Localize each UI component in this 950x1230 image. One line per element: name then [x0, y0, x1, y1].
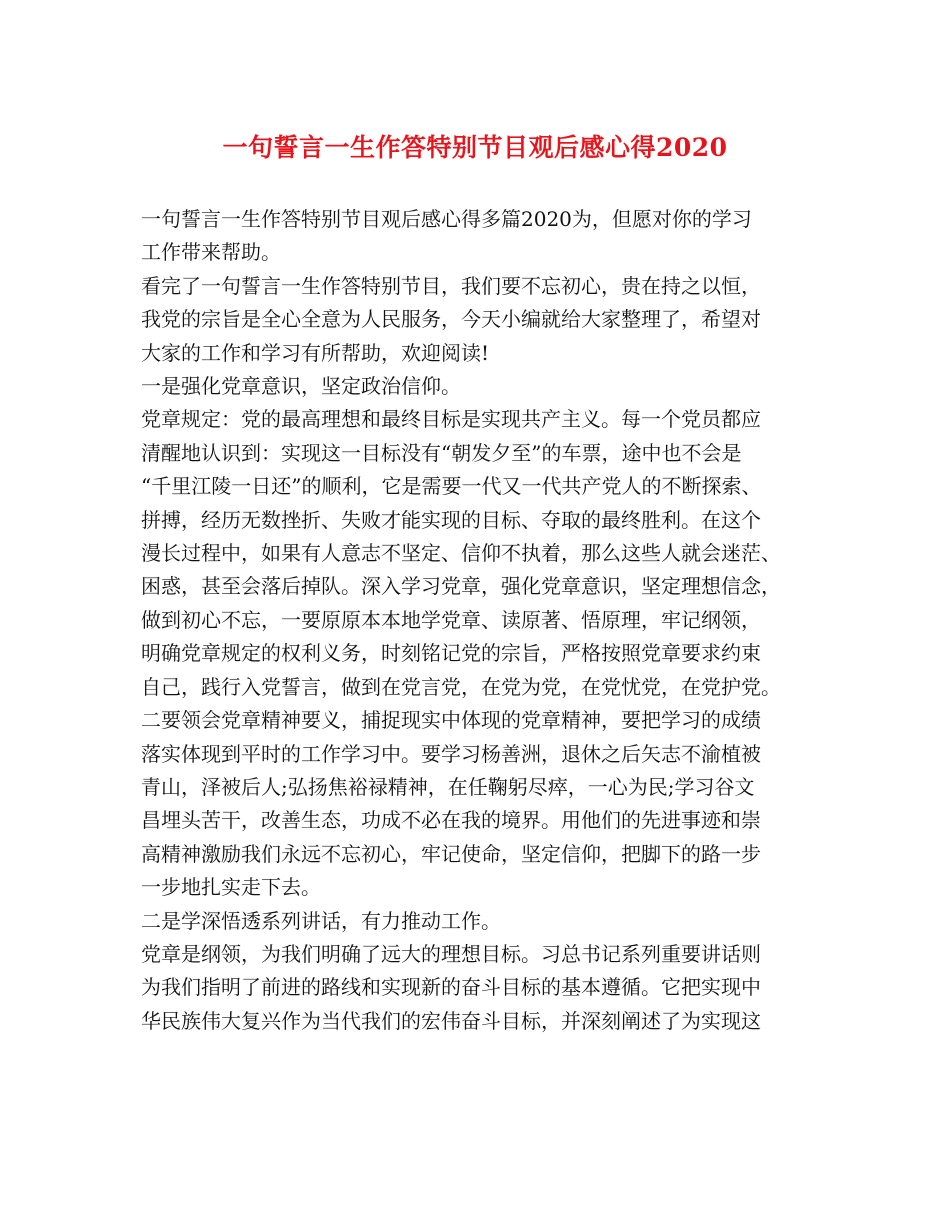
body-line: 华民族伟大复兴作为当代我们的宏伟奋斗目标，并深刻阐述了为实现这 [141, 1008, 761, 1033]
body-line: 看完了一句誓言一生作答特别节目，我们要不忘初心，贵在持之以恒， [141, 273, 761, 298]
body-line: 自己，践行入党誓言，做到在党言党，在党为党，在党忧党，在党护党。 [141, 674, 781, 699]
body-line: 落实体现到平时的工作学习中。要学习杨善洲，退休之后矢志不渝植被 [141, 741, 761, 766]
body-line: 我党的宗旨是全心全意为人民服务，今天小编就给大家整理了，希望对 [141, 307, 761, 332]
body-line: 为我们指明了前进的路线和实现新的奋斗目标的基本遵循。它把实现中 [141, 975, 761, 1000]
body-line: “千里江陵一日还”的顺利，它是需要一代又一代共产党人的不断探索、 [141, 474, 762, 499]
body-line: 二是学深悟透系列讲话，有力推动工作。 [141, 908, 501, 933]
body-line: 拼搏，经历无数挫折、失败才能实现的目标、夺取的最终胜利。在这个 [141, 507, 761, 532]
body-line: 漫长过程中，如果有人意志不坚定、信仰不执着，那么这些人就会迷茫、 [141, 541, 781, 566]
page-title: 一句誓言一生作答特别节目观后感心得2020 [222, 133, 728, 162]
body-line: 一是强化党章意识，坚定政治信仰。 [141, 374, 461, 399]
body-line: 一步地扎实走下去。 [141, 875, 321, 900]
body-line: 青山，泽被后人;弘扬焦裕禄精神，在任鞠躬尽瘁，一心为民;学习谷文 [141, 774, 755, 799]
body-line: 二要领会党章精神要义，捕捉现实中体现的党章精神，要把学习的成绩 [141, 708, 761, 733]
body-line: 困惑，甚至会落后掉队。深入学习党章，强化党章意识，坚定理想信念， [141, 574, 781, 599]
body-line: 工作带来帮助。 [141, 240, 281, 265]
body-line: 党章规定：党的最高理想和最终目标是实现共产主义。每一个党员都应 [141, 407, 761, 432]
body-line: 高精神激励我们永远不忘初心，牢记使命，坚定信仰，把脚下的路一步 [141, 841, 761, 866]
body-line: 昌埋头苦干，改善生态，功成不必在我的境界。用他们的先进事迹和崇 [141, 808, 761, 833]
body-line: 党章是纲领，为我们明确了远大的理想目标。习总书记系列重要讲话则 [141, 941, 761, 966]
body-line: 做到初心不忘，一要原原本本地学党章、读原著、悟原理，牢记纲领， [141, 607, 761, 632]
body-line: 大家的工作和学习有所帮助，欢迎阅读! [141, 340, 490, 365]
body-line: 清醒地认识到：实现这一目标没有“朝发夕至”的车票，途中也不会是 [141, 440, 742, 465]
document-body [141, 203, 831, 1038]
body-line: 明确党章规定的权利义务，时刻铭记党的宗旨，严格按照党章要求约束 [141, 641, 761, 666]
body-line: 一句誓言一生作答特别节目观后感心得多篇2020为，但愿对你的学习 [141, 207, 752, 231]
